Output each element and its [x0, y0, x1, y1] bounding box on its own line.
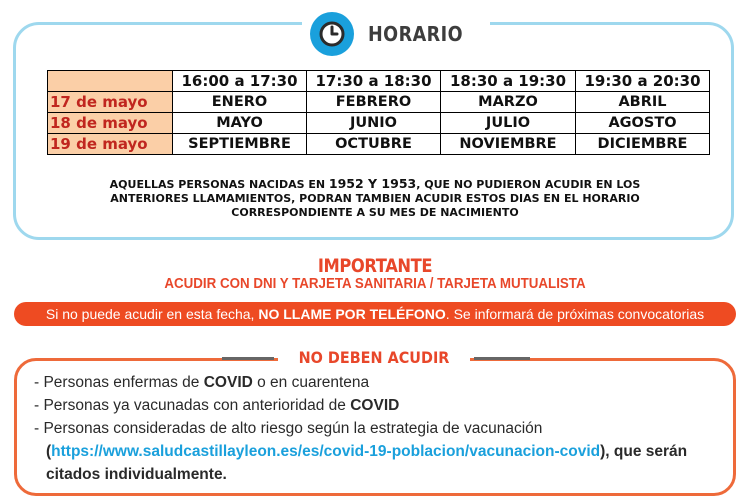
list-item	[34, 417, 724, 440]
time-slot-header: 17:30 a 18:30	[307, 71, 441, 92]
table-header-row	[48, 71, 710, 92]
no-call-banner	[14, 302, 736, 326]
time-slot-header: 19:30 a 20:30	[576, 71, 710, 92]
item-text: - Personas ya vacunadas con anterioridad de	[34, 397, 351, 414]
title-rule-left	[222, 357, 274, 360]
note-text: , QUE NO PUDIERON ACUDIR EN LOS	[416, 178, 641, 191]
item-text: (	[46, 443, 52, 460]
no-deben-list	[34, 371, 724, 486]
table-row	[48, 134, 710, 155]
month-cell: ABRIL	[576, 92, 710, 113]
important-title: IMPORTANTE	[317, 255, 433, 277]
time-slot-header: 16:00 a 17:30	[173, 71, 307, 92]
month-cell: JULIO	[441, 113, 576, 134]
note-text: AQUELLAS PERSONAS NACIDAS EN	[109, 178, 329, 191]
list-item	[34, 371, 724, 394]
item-text: ), que serán	[600, 443, 688, 460]
month-cell: DICIEMBRE	[576, 134, 710, 155]
table-row	[48, 92, 710, 113]
month-cell: FEBRERO	[307, 92, 441, 113]
note-line: ANTERIORES LLAMAMIENTOS, PODRAN TAMBIEN ACUDIR ESTOS DIAS EN EL HORARIO	[110, 192, 640, 205]
month-cell: MAYO	[173, 113, 307, 134]
banner-text: Si no puede acudir en esta fecha,	[45, 306, 259, 322]
schedule-table	[47, 70, 710, 155]
list-item-continuation: citados individualmente.	[46, 466, 227, 483]
month-cell: ENERO	[173, 92, 307, 113]
date-cell: 19 de mayo	[48, 134, 173, 155]
table-row	[48, 113, 710, 134]
note-line: CORRESPONDIENTE A SU MES DE NACIMIENTO	[231, 206, 519, 219]
item-emphasis: COVID	[203, 374, 253, 391]
list-item	[34, 394, 724, 417]
note-line	[40, 177, 710, 192]
item-text: - Personas consideradas de alto riesgo según la estrategia de vacunación	[34, 420, 543, 437]
important-subtitle: ACUDIR CON DNI Y TARJETA SANITARIA / TARJETA MUTUALISTA	[164, 276, 586, 292]
month-cell: AGOSTO	[576, 113, 710, 134]
date-cell: 18 de mayo	[48, 113, 173, 134]
title-rule-right	[474, 357, 530, 360]
month-cell: NOVIEMBRE	[441, 134, 576, 155]
banner-text: . Se informará de próximas convocatorias	[445, 306, 705, 322]
table-corner-cell	[48, 71, 173, 92]
item-emphasis: COVID	[350, 397, 400, 414]
month-cell: OCTUBRE	[307, 134, 441, 155]
birth-year-note	[40, 177, 710, 220]
item-text: o en cuarentena	[252, 374, 370, 391]
time-slot-header: 18:30 a 19:30	[441, 71, 576, 92]
list-item-continuation	[34, 440, 724, 463]
page-title: HORARIO	[368, 22, 464, 46]
month-cell: SEPTIEMBRE	[173, 134, 307, 155]
vaccination-strategy-link[interactable]: https://www.saludcastillayleon.es/es/covid-19-poblacion/vacunacion-covid	[51, 443, 601, 460]
horario-header	[302, 8, 490, 60]
month-cell: JUNIO	[307, 113, 441, 134]
no-deben-title: NO DEBEN ACUDIR	[298, 348, 450, 367]
date-cell: 17 de mayo	[48, 92, 173, 113]
note-years: 1952 Y 1953	[328, 176, 417, 191]
month-cell: MARZO	[441, 92, 576, 113]
item-text: - Personas enfermas de	[34, 374, 204, 391]
clock-icon	[310, 12, 354, 56]
banner-emphasis: NO LLAME POR TELÉFONO	[258, 306, 446, 322]
